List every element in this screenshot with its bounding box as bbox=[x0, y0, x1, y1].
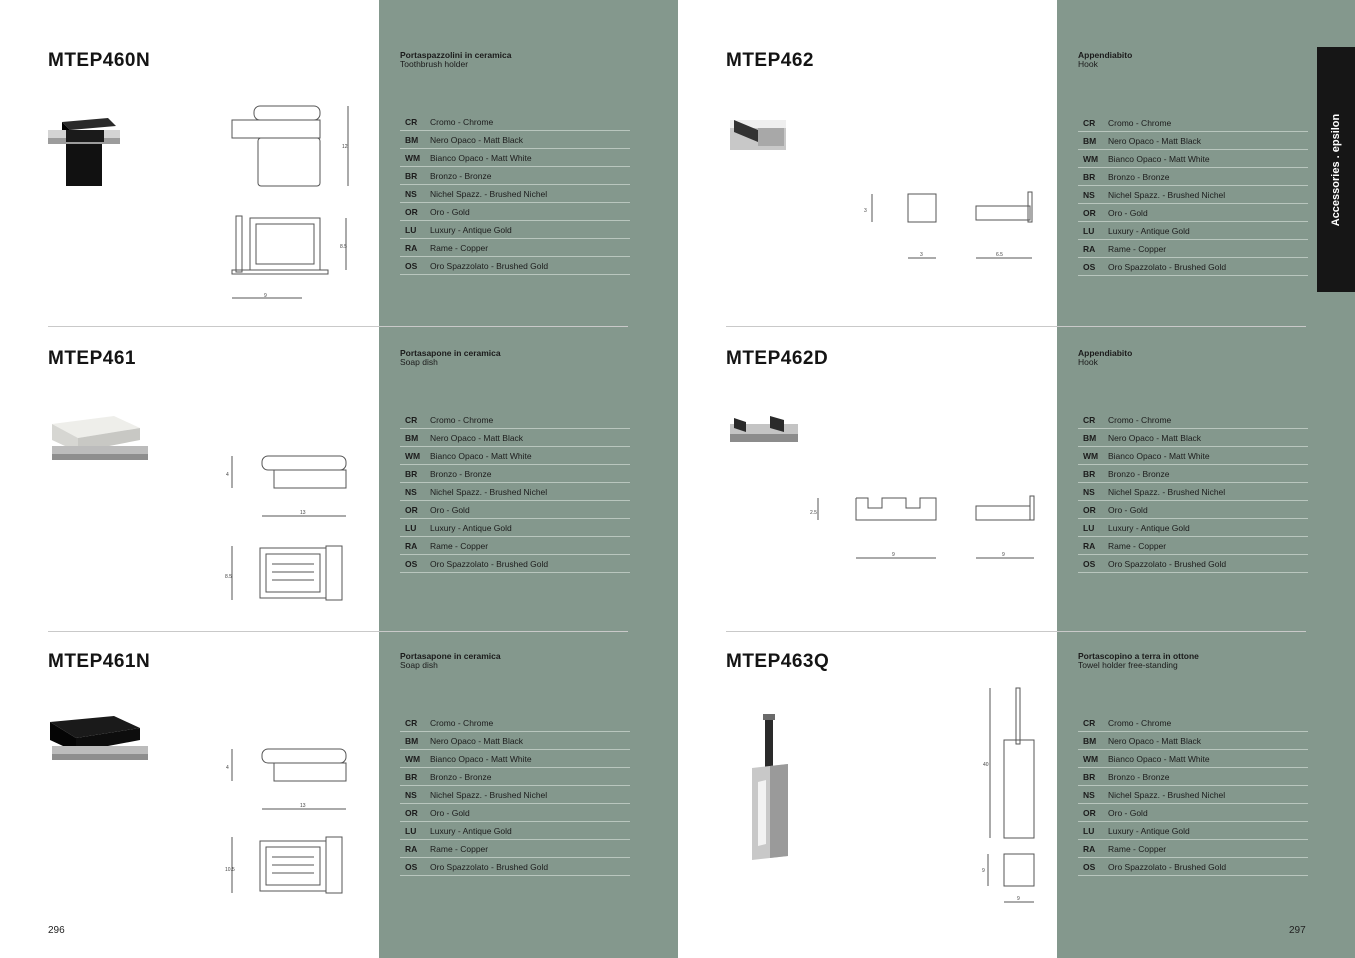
finish-row bbox=[400, 501, 630, 519]
finish-name: Nero Opaco - Matt Black bbox=[1108, 432, 1202, 443]
finish-name: Luxury - Antique Gold bbox=[1108, 825, 1190, 836]
dimension-label: 13 bbox=[300, 803, 306, 809]
finish-row bbox=[1078, 132, 1308, 150]
finish-row bbox=[400, 483, 630, 501]
finish-row bbox=[1078, 537, 1308, 555]
finish-name: Luxury - Antique Gold bbox=[430, 522, 512, 533]
dimension-label: 4 bbox=[226, 472, 229, 478]
description-italian: Appendiabito bbox=[1078, 50, 1133, 60]
finish-row bbox=[400, 221, 630, 239]
finish-name: Bronzo - Bronze bbox=[430, 771, 492, 782]
product-photo bbox=[46, 112, 126, 192]
finish-row bbox=[400, 185, 630, 203]
technical-drawing bbox=[224, 452, 354, 604]
finish-code: BM bbox=[1083, 735, 1097, 746]
finish-name: Bianco Opaco - Matt White bbox=[430, 450, 532, 461]
finish-name: Luxury - Antique Gold bbox=[1108, 522, 1190, 533]
finish-code: OS bbox=[405, 260, 418, 271]
technical-drawing bbox=[808, 492, 1040, 564]
finish-name: Luxury - Antique Gold bbox=[1108, 225, 1190, 236]
finish-code: OS bbox=[1083, 261, 1096, 272]
finish-code: WM bbox=[1083, 153, 1099, 164]
description-english: Hook bbox=[1078, 59, 1098, 69]
dimension-label: 12 bbox=[342, 144, 348, 150]
finish-list bbox=[1078, 411, 1308, 573]
finish-list bbox=[400, 113, 630, 275]
finish-row bbox=[1078, 555, 1308, 573]
finish-row bbox=[400, 768, 630, 786]
finish-row bbox=[400, 840, 630, 858]
finish-name: Bronzo - Bronze bbox=[1108, 771, 1170, 782]
finish-code: WM bbox=[405, 753, 421, 764]
finish-name: Rame - Copper bbox=[430, 540, 489, 551]
finish-code: NS bbox=[405, 789, 417, 800]
finish-row bbox=[1078, 447, 1308, 465]
finish-name: Nero Opaco - Matt Black bbox=[430, 432, 524, 443]
finish-row bbox=[1078, 465, 1308, 483]
finish-code: LU bbox=[1083, 825, 1095, 836]
finish-name: Cromo - Chrome bbox=[1108, 414, 1172, 425]
finish-row bbox=[400, 858, 630, 876]
finish-row bbox=[400, 555, 630, 573]
product-description bbox=[1078, 51, 1132, 69]
dimension-label: 13 bbox=[300, 510, 306, 516]
finish-code: WM bbox=[1083, 753, 1099, 764]
finish-row bbox=[1078, 186, 1308, 204]
technical-drawing bbox=[860, 188, 1040, 264]
finish-row bbox=[1078, 222, 1308, 240]
finish-code: OR bbox=[405, 807, 418, 818]
finish-code: OS bbox=[1083, 558, 1096, 569]
finish-code: BM bbox=[405, 134, 419, 145]
finish-row bbox=[1078, 501, 1308, 519]
finish-code: BR bbox=[1083, 771, 1096, 782]
description-italian: Portasapone in ceramica bbox=[400, 348, 501, 358]
product-description bbox=[1078, 652, 1199, 670]
finish-name: Oro Spazzolato - Brushed Gold bbox=[1108, 558, 1227, 569]
finish-code: CR bbox=[1083, 717, 1096, 728]
dimension-label: 9 bbox=[1002, 552, 1005, 558]
dimension-label: 3 bbox=[864, 208, 867, 214]
finish-name: Rame - Copper bbox=[1108, 243, 1167, 254]
finish-row bbox=[1078, 114, 1308, 132]
finish-code: OR bbox=[1083, 207, 1096, 218]
finish-code: LU bbox=[405, 825, 417, 836]
finish-row bbox=[1078, 750, 1308, 768]
finish-row bbox=[400, 411, 630, 429]
dimension-label: 8.5 bbox=[225, 574, 232, 580]
finish-name: Bronzo - Bronze bbox=[1108, 171, 1170, 182]
divider bbox=[726, 326, 1306, 327]
finish-code: OR bbox=[405, 504, 418, 515]
product-photo bbox=[46, 712, 156, 772]
finish-name: Oro Spazzolato - Brushed Gold bbox=[430, 260, 549, 271]
finish-name: Nero Opaco - Matt Black bbox=[430, 134, 524, 145]
dimension-label: 8.5 bbox=[340, 244, 347, 250]
finish-row bbox=[400, 239, 630, 257]
finish-row bbox=[400, 429, 630, 447]
dimension-label: 4 bbox=[226, 765, 229, 771]
finish-code: NS bbox=[405, 188, 417, 199]
finish-name: Nichel Spazz. - Brushed Nichel bbox=[1108, 789, 1226, 800]
dimension-label: 6.5 bbox=[996, 252, 1003, 258]
technical-drawing bbox=[224, 745, 354, 897]
finish-row bbox=[1078, 858, 1308, 876]
divider bbox=[48, 631, 628, 632]
finish-code: CR bbox=[1083, 414, 1096, 425]
finish-name: Oro - Gold bbox=[430, 504, 470, 515]
product-code: MTEP462D bbox=[726, 348, 829, 369]
product-description bbox=[1078, 349, 1132, 367]
finish-code: OS bbox=[405, 558, 418, 569]
description-english: Soap dish bbox=[400, 660, 438, 670]
finish-name: Bronzo - Bronze bbox=[430, 468, 492, 479]
finish-list bbox=[1078, 114, 1308, 276]
finish-code: LU bbox=[1083, 522, 1095, 533]
divider bbox=[48, 326, 628, 327]
finish-row bbox=[1078, 768, 1308, 786]
finish-code: BR bbox=[405, 771, 418, 782]
dimension-label: 9 bbox=[892, 552, 895, 558]
description-english: Towel holder free-standing bbox=[1078, 660, 1178, 670]
finish-code: CR bbox=[1083, 117, 1096, 128]
section-tab bbox=[1317, 47, 1355, 292]
product-description bbox=[400, 652, 501, 670]
product-photo bbox=[46, 410, 156, 470]
finish-name: Bronzo - Bronze bbox=[1108, 468, 1170, 479]
finish-name: Bronzo - Bronze bbox=[430, 170, 492, 181]
finish-row bbox=[1078, 804, 1308, 822]
finish-name: Cromo - Chrome bbox=[430, 116, 494, 127]
finish-name: Rame - Copper bbox=[430, 242, 489, 253]
finish-code: WM bbox=[1083, 450, 1099, 461]
finish-code: NS bbox=[1083, 486, 1095, 497]
finish-name: Bianco Opaco - Matt White bbox=[430, 152, 532, 163]
finish-row bbox=[1078, 840, 1308, 858]
finish-name: Nichel Spazz. - Brushed Nichel bbox=[430, 789, 548, 800]
dimension-label: 3 bbox=[920, 252, 923, 258]
finish-name: Oro Spazzolato - Brushed Gold bbox=[430, 861, 549, 872]
finish-code: CR bbox=[405, 717, 418, 728]
finish-name: Oro - Gold bbox=[430, 206, 470, 217]
finish-code: CR bbox=[405, 116, 418, 127]
finish-row bbox=[1078, 258, 1308, 276]
finish-code: NS bbox=[405, 486, 417, 497]
finish-name: Nero Opaco - Matt Black bbox=[1108, 735, 1202, 746]
product-code: MTEP461 bbox=[48, 348, 136, 369]
finish-code: OR bbox=[405, 206, 418, 217]
dimension-label: 10.5 bbox=[225, 867, 235, 873]
finish-name: Nichel Spazz. - Brushed Nichel bbox=[430, 486, 548, 497]
finish-code: BM bbox=[405, 735, 419, 746]
finish-name: Cromo - Chrome bbox=[430, 414, 494, 425]
page-number-right: 297 bbox=[1289, 925, 1306, 936]
finish-row bbox=[400, 113, 630, 131]
finish-row bbox=[400, 714, 630, 732]
section-tab-label: Accessories . epsilon bbox=[1330, 113, 1342, 226]
finish-row bbox=[400, 203, 630, 221]
description-italian: Portaspazzolini in ceramica bbox=[400, 50, 512, 60]
finish-code: BM bbox=[405, 432, 419, 443]
finish-code: BR bbox=[1083, 468, 1096, 479]
dimension-label: 9 bbox=[1017, 896, 1020, 902]
finish-row bbox=[1078, 822, 1308, 840]
finish-name: Bianco Opaco - Matt White bbox=[1108, 753, 1210, 764]
description-italian: Appendiabito bbox=[1078, 348, 1133, 358]
finish-name: Oro - Gold bbox=[1108, 807, 1148, 818]
finish-name: Cromo - Chrome bbox=[1108, 117, 1172, 128]
product-code: MTEP463Q bbox=[726, 651, 830, 672]
finish-code: CR bbox=[405, 414, 418, 425]
finish-code: RA bbox=[405, 242, 418, 253]
finish-name: Nero Opaco - Matt Black bbox=[1108, 135, 1202, 146]
product-description bbox=[400, 349, 501, 367]
page-number-left: 296 bbox=[48, 925, 65, 936]
finish-row bbox=[1078, 411, 1308, 429]
finish-row bbox=[400, 149, 630, 167]
finish-code: OR bbox=[1083, 807, 1096, 818]
finish-code: RA bbox=[405, 843, 418, 854]
finish-code: BR bbox=[1083, 171, 1096, 182]
finish-name: Rame - Copper bbox=[1108, 540, 1167, 551]
description-english: Hook bbox=[1078, 357, 1098, 367]
product-photo bbox=[728, 112, 792, 156]
dimension-label: 2.5 bbox=[810, 510, 817, 516]
finish-name: Bianco Opaco - Matt White bbox=[430, 753, 532, 764]
finish-code: WM bbox=[405, 450, 421, 461]
product-code: MTEP462 bbox=[726, 50, 814, 71]
finish-row bbox=[1078, 519, 1308, 537]
finish-name: Luxury - Antique Gold bbox=[430, 825, 512, 836]
finish-name: Oro Spazzolato - Brushed Gold bbox=[430, 558, 549, 569]
finish-row bbox=[400, 167, 630, 185]
product-photo bbox=[728, 412, 802, 452]
finish-code: RA bbox=[1083, 243, 1096, 254]
product-description bbox=[400, 51, 511, 69]
finish-name: Rame - Copper bbox=[1108, 843, 1167, 854]
finish-code: BR bbox=[405, 170, 418, 181]
finish-list bbox=[400, 714, 630, 876]
finish-row bbox=[400, 257, 630, 275]
finish-name: Luxury - Antique Gold bbox=[430, 224, 512, 235]
description-italian: Portasapone in ceramica bbox=[400, 651, 501, 661]
description-english: Soap dish bbox=[400, 357, 438, 367]
finish-code: NS bbox=[1083, 189, 1095, 200]
description-english: Toothbrush holder bbox=[400, 59, 469, 69]
finish-code: BM bbox=[1083, 135, 1097, 146]
finish-list bbox=[400, 411, 630, 573]
finish-row bbox=[1078, 150, 1308, 168]
divider bbox=[726, 631, 1306, 632]
finish-name: Nichel Spazz. - Brushed Nichel bbox=[1108, 486, 1226, 497]
finish-row bbox=[1078, 714, 1308, 732]
finish-row bbox=[400, 519, 630, 537]
finish-name: Oro Spazzolato - Brushed Gold bbox=[1108, 261, 1227, 272]
finish-code: BR bbox=[405, 468, 418, 479]
dimension-label: 40 bbox=[983, 762, 989, 768]
finish-row bbox=[400, 804, 630, 822]
finish-row bbox=[400, 465, 630, 483]
finish-row bbox=[1078, 786, 1308, 804]
finish-row bbox=[1078, 240, 1308, 258]
finish-row bbox=[1078, 429, 1308, 447]
finish-row bbox=[400, 131, 630, 149]
finish-code: LU bbox=[405, 522, 417, 533]
finish-name: Nichel Spazz. - Brushed Nichel bbox=[430, 188, 548, 199]
finish-code: OS bbox=[405, 861, 418, 872]
finish-name: Oro - Gold bbox=[1108, 504, 1148, 515]
finish-row bbox=[400, 447, 630, 465]
finish-code: LU bbox=[1083, 225, 1095, 236]
product-photo bbox=[748, 712, 798, 864]
finish-row bbox=[1078, 483, 1308, 501]
finish-name: Bianco Opaco - Matt White bbox=[1108, 153, 1210, 164]
finish-row bbox=[400, 822, 630, 840]
technical-drawing bbox=[980, 684, 1044, 908]
finish-name: Nero Opaco - Matt Black bbox=[430, 735, 524, 746]
finish-name: Oro - Gold bbox=[430, 807, 470, 818]
finish-row bbox=[1078, 204, 1308, 222]
finish-code: OR bbox=[1083, 504, 1096, 515]
finish-row bbox=[1078, 168, 1308, 186]
product-code: MTEP460N bbox=[48, 50, 151, 71]
dimension-label: 9 bbox=[982, 868, 985, 874]
technical-drawing bbox=[228, 100, 358, 305]
finish-name: Oro Spazzolato - Brushed Gold bbox=[1108, 861, 1227, 872]
finish-row bbox=[400, 732, 630, 750]
finish-code: RA bbox=[1083, 843, 1096, 854]
finish-code: RA bbox=[1083, 540, 1096, 551]
finish-row bbox=[400, 537, 630, 555]
finish-code: LU bbox=[405, 224, 417, 235]
dimension-label: 9 bbox=[264, 293, 267, 299]
finish-name: Rame - Copper bbox=[430, 843, 489, 854]
finish-name: Bianco Opaco - Matt White bbox=[1108, 450, 1210, 461]
finish-name: Nichel Spazz. - Brushed Nichel bbox=[1108, 189, 1226, 200]
description-italian: Portascopino a terra in ottone bbox=[1078, 651, 1199, 661]
finish-name: Oro - Gold bbox=[1108, 207, 1148, 218]
finish-list bbox=[1078, 714, 1308, 876]
finish-code: WM bbox=[405, 152, 421, 163]
finish-code: BM bbox=[1083, 432, 1097, 443]
finish-row bbox=[1078, 732, 1308, 750]
finish-code: OS bbox=[1083, 861, 1096, 872]
finish-row bbox=[400, 786, 630, 804]
finish-row bbox=[400, 750, 630, 768]
finish-code: RA bbox=[405, 540, 418, 551]
product-code: MTEP461N bbox=[48, 651, 151, 672]
finish-code: NS bbox=[1083, 789, 1095, 800]
finish-name: Cromo - Chrome bbox=[430, 717, 494, 728]
finish-name: Cromo - Chrome bbox=[1108, 717, 1172, 728]
